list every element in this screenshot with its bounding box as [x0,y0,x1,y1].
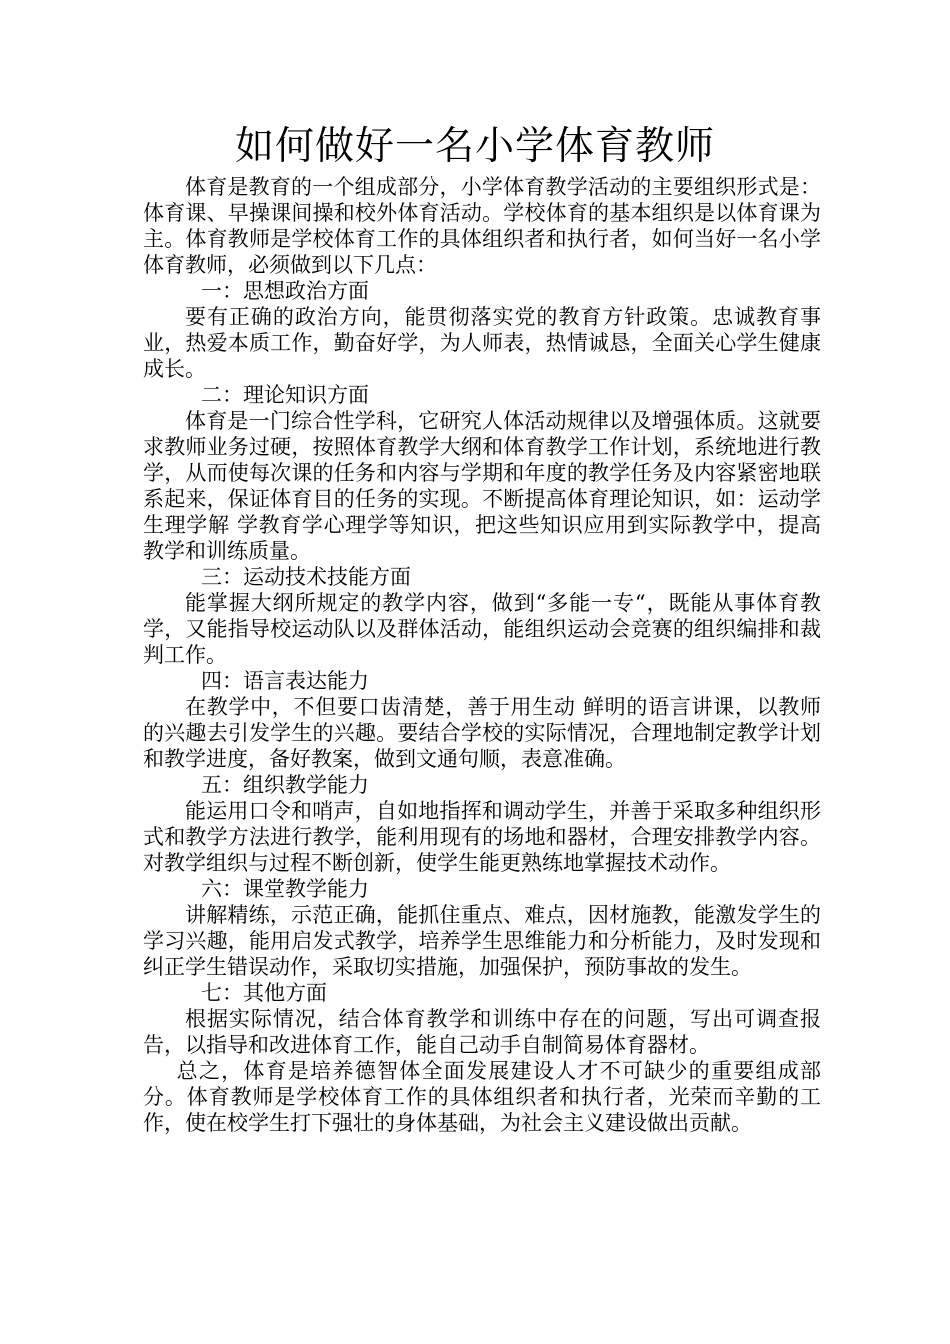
section-heading-4: 四：语言表达能力 [201,669,369,693]
section-text-3: 能掌握大纲所规定的教学内容，做到“多能一专“，既能从事体育教学，又能指导校运动队以及群体活动，能组织运动会竞赛的组织编排和裁判工作。 [143,591,821,667]
section-heading-7: 七：其他方面 [201,981,327,1005]
section-heading-5: 五：组织教学能力 [201,773,369,797]
intro-paragraph: 体育是教育的一个组成部分，小学体育教学活动的主要组织形式是：体育课、早操课间操和校外体育活动。学校体育的基本组织是以体育课为主。体育教师是学校体育工作的具体组织者和执行者，如何当好一名小学体育教师，必须做到以下几点： [143,175,821,277]
section-text-5: 能运用口令和哨声，自如地指挥和调动学生，并善于采取多种组织形式和教学方法进行教学，能利用现有的场地和器材，合理安排教学内容。对教学组织与过程不断创新，使学生能更熟练地掌握技术动作。 [143,799,821,875]
section-heading-3: 三：运动技术技能方面 [201,565,411,589]
section-text-2: 体育是一门综合性学科，它研究人体活动规律以及增强体质。这就要求教师业务过硬，按照体育教学大纲和体育教学工作计划，系统地进行教学，从而使每次课的任务和内容与学期和年度的教学任务及内容紧密地联系起来，保证体育目的任务的实现。不断提高体育理论知识，如：运动学生理学解 学教育学心理学等知识，把这些知识应用到实际教学中，提高教学和训练质量。 [143,409,821,563]
section-text-4: 在教学中，不但要口齿清楚，善于用生动 鲜明的语言讲课，以教师的兴趣去引发学生的兴趣。要结合学校的实际情况，合理地制定教学计划和教学进度，备好教案，做到文通句顺，表意准确。 [143,695,821,771]
conclusion-paragraph: 总之，体育是培养德智体全面发展建设人才不可缺少的重要组成部分。体育教师是学校体育工作的具体组织者和执行者，光荣而辛勤的工作，使在校学生打下强壮的身体基础，为社会主义建设做出贡献。 [143,1059,821,1135]
section-text-6: 讲解精练，示范正确，能抓住重点、难点，因材施教，能激发学生的学习兴趣，能用启发式教学，培养学生思维能力和分析能力，及时发现和纠正学生错误动作，采取切实措施，加强保护，预防事故的发生。 [143,903,821,979]
section-heading-2: 二：理论知识方面 [201,383,369,407]
section-text-7: 根据实际情况，结合体育教学和训练中存在的问题，写出可调查报告，以指导和改进体育工作，能自己动手自制简易体育器材。 [143,1007,821,1057]
document-body [143,174,821,1136]
section-heading-1: 一：思想政治方面 [201,279,369,303]
section-text-1: 要有正确的政治方向，能贯彻落实党的教育方针政策。忠诚教育事业，热爱本质工作，勤奋好学，为人师表，热情诚恳，全面关心学生健康成长。 [143,305,821,381]
document-title: 如何做好一名小学体育教师 [234,124,715,169]
section-heading-6: 六：课堂教学能力 [201,877,369,901]
